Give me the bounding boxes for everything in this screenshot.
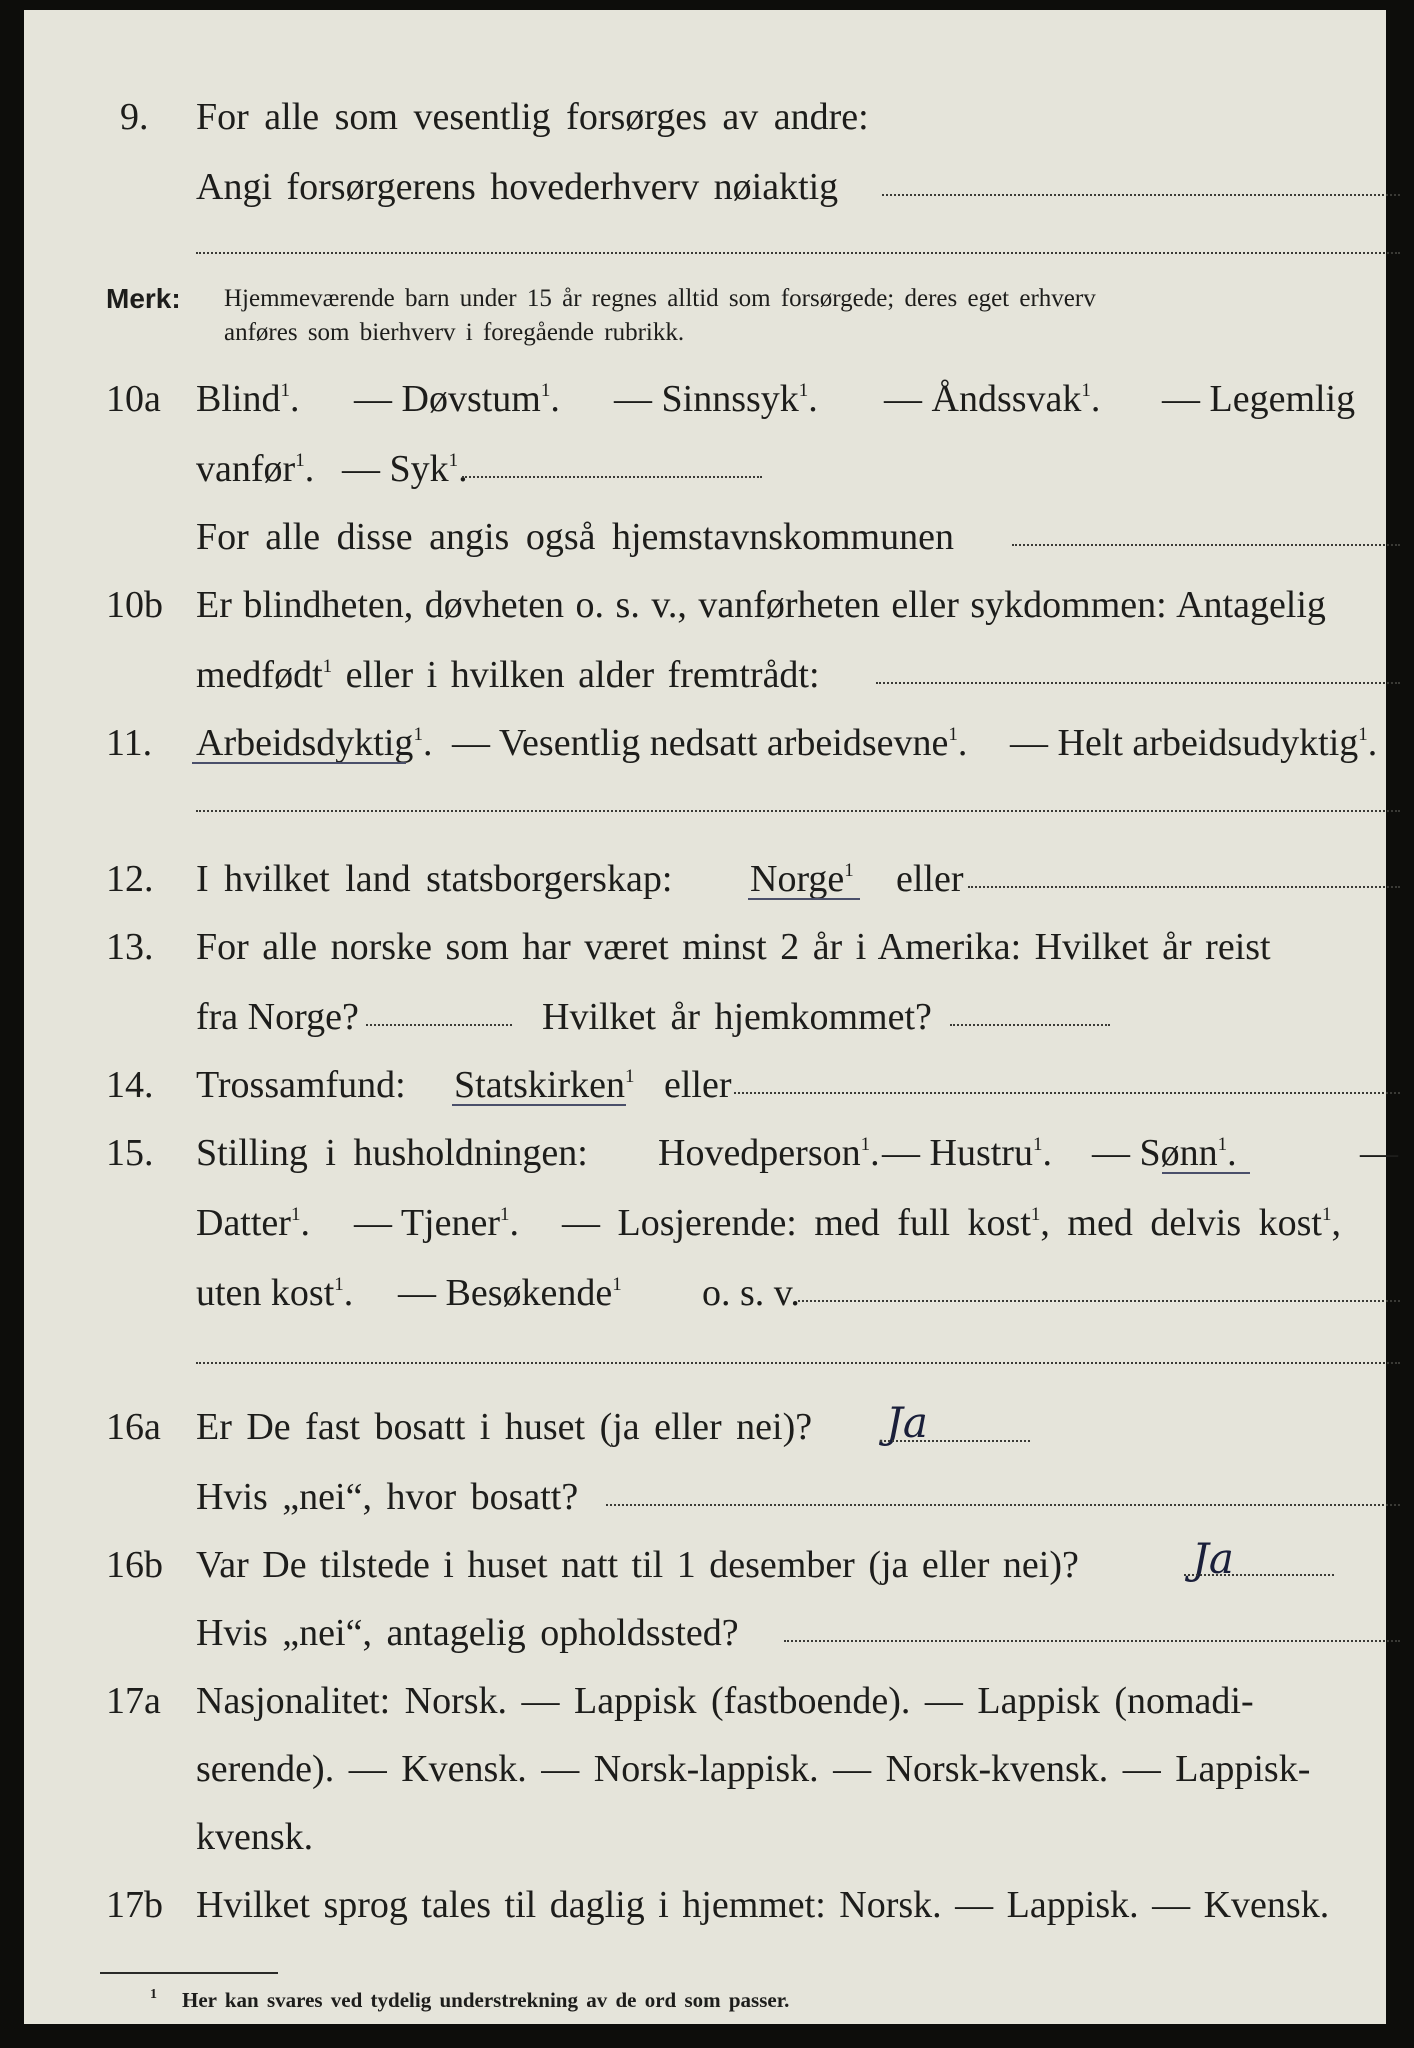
q12-question: I hvilket land statsborgerskap: — [196, 858, 673, 900]
q14-label: Trossamfund: — [196, 1064, 406, 1106]
q9-answer-line[interactable] — [882, 194, 1400, 196]
q16b-line2: Hvis „nei“, antagelig opholdssted? — [196, 1612, 739, 1654]
q17b-line1: Hvilket sprog tales til daglig i hjemmet: Norsk. — Lappisk. — Kvensk. — [196, 1884, 1330, 1926]
q9-continuation-line[interactable] — [196, 252, 1400, 254]
q13-reist-answer-line[interactable] — [366, 1024, 512, 1026]
q15-uten-kost: uten kost$^1$. — [196, 1272, 354, 1314]
q12-norge: Norge$^1$ — [750, 858, 854, 900]
q14-statskirken: Statskirken$^1$ — [454, 1064, 635, 1106]
q9-line2: Angi forsørgerens hovederhverv nøiaktig — [196, 166, 839, 208]
q11-underline-mark — [192, 762, 406, 764]
q15-underline-mark — [1162, 1172, 1250, 1174]
q17a-number: 17a — [106, 1680, 161, 1722]
q9-line1: For alle som vesentlig forsørges av andre: — [196, 96, 869, 138]
q16a-number: 16a — [106, 1406, 161, 1448]
q15-datter: Datter$^1$. — [196, 1202, 310, 1244]
q16a-answer-line[interactable] — [880, 1440, 1030, 1442]
q10a-vanfor: vanfør$^1$. — [196, 448, 315, 490]
q14-eller: eller — [664, 1064, 732, 1106]
q15-osv: o. s. v. — [702, 1272, 800, 1314]
q10a-sinnssyk: — Sinnssyk$^1$. — [614, 378, 818, 420]
footnote-text: Her kan svares ved tydelig understrekning av de ord som passer. — [182, 1988, 790, 2012]
q13-line1: For alle norske som har været minst 2 år i Amerika: Hvilket år reist — [196, 926, 1271, 968]
q14-answer-line[interactable] — [734, 1092, 1400, 1094]
q16a-line2: Hvis „nei“, hvor bosatt? — [196, 1476, 579, 1518]
q13-fra-norge: fra Norge? — [196, 996, 359, 1038]
q15-label: Stilling i husholdningen: — [196, 1132, 588, 1174]
q10a-number: 10a — [106, 378, 161, 420]
q9-number: 9. — [120, 96, 149, 138]
q11-arbeidsdyktig: Arbeidsdyktig$^1$. — [196, 722, 433, 764]
q10a-blind: Blind$^1$. — [196, 378, 300, 420]
q15-hovedperson: Hovedperson$^1$. — [658, 1132, 880, 1174]
q10b-number: 10b — [106, 584, 163, 626]
q16b-line1: Var De tilstede i huset natt til 1 desember (ja eller nei)? — [196, 1544, 1079, 1586]
q16b-answer-line[interactable] — [1184, 1574, 1334, 1576]
q10b-answer-line[interactable] — [876, 682, 1400, 684]
q10b-line1: Er blindheten, døvheten o. s. v., vanførheten eller sykdommen: Antagelig — [196, 584, 1326, 626]
q10a-syk-answer-line[interactable] — [462, 476, 762, 478]
q10b-line2: medfødt$^1$ eller i hvilken alder fremtrådt: — [196, 654, 820, 696]
merk-label: Merk: — [106, 283, 181, 314]
q17a-line2: serende). — Kvensk. — Norsk-lappisk. — Norsk-kvensk. — Lappisk- — [196, 1748, 1311, 1790]
q15-tjener: — Tjener$^1$. — [354, 1202, 519, 1244]
q13-number: 13. — [106, 926, 154, 968]
q16a-handwritten-answer: Ja — [886, 1398, 928, 1447]
q15-continuation-line[interactable] — [196, 1362, 1400, 1364]
q16b-number: 16b — [106, 1544, 163, 1586]
q16b-opholdssted-answer-line[interactable] — [784, 1640, 1400, 1642]
q17a-line1: Nasjonalitet: Norsk. — Lappisk (fastboende). — Lappisk (nomadi- — [196, 1680, 1254, 1722]
q12-answer-line[interactable] — [968, 886, 1400, 888]
q10a-syk: — Syk$^1$. — [342, 448, 468, 490]
q10a-dovstum: — Døvstum$^1$. — [354, 378, 560, 420]
census-form-page — [24, 10, 1398, 2024]
q15-number: 15. — [106, 1132, 154, 1174]
footnote-mark: 1 — [150, 1987, 157, 2002]
q15-answer-line[interactable] — [798, 1300, 1400, 1302]
q16b-handwritten-answer: Ja — [1192, 1534, 1234, 1583]
q11-udyktig: — Helt arbeidsudyktig$^1$. — [1010, 722, 1378, 764]
q11-number: 11. — [106, 722, 153, 764]
q10a-legemlig: — Legemlig — [1162, 378, 1356, 420]
q15-sonn: — Sønn$^1$. — [1092, 1132, 1237, 1174]
q16a-line1: Er De fast bosatt i huset (ja eller nei)? — [196, 1406, 813, 1448]
merk-line2: anføres som bierhverv i foregående rubrikk. — [224, 319, 685, 346]
q12-underline-mark — [748, 898, 860, 900]
q17b-number: 17b — [106, 1884, 163, 1926]
q13-hjemkommet-answer-line[interactable] — [950, 1024, 1110, 1026]
q12-number: 12. — [106, 858, 154, 900]
q11-continuation-line[interactable] — [196, 810, 1400, 812]
q15-losjerende: — Losjerende: med full kost$^1$, med delvis kost$^1$, — [562, 1202, 1341, 1244]
q12-eller: eller — [896, 858, 964, 900]
q10a-andssvak: — Åndssvak$^1$. — [884, 378, 1101, 420]
q17a-line3: kvensk. — [196, 1816, 314, 1858]
footnote-rule — [100, 1972, 278, 1974]
q15-hustru: — Hustru$^1$. — [882, 1132, 1052, 1174]
q10a-kommune-answer-line[interactable] — [1012, 544, 1400, 546]
q11-nedsatt: — Vesentlig nedsatt arbeidsevne$^1$. — [452, 722, 968, 764]
q15-besokende: — Besøkende$^1$ — [398, 1272, 622, 1314]
merk-line1: Hjemmeværende barn under 15 år regnes alltid som forsørgede; deres eget erhverv — [224, 285, 1096, 312]
q10a-line3: For alle disse angis også hjemstavnskommunen — [196, 516, 954, 558]
q16a-bosatt-answer-line[interactable] — [606, 1504, 1400, 1506]
q13-hjemkommet: Hvilket år hjemkommet? — [542, 996, 932, 1038]
q15-dash: — — [1360, 1132, 1398, 1174]
q14-underline-mark — [452, 1104, 626, 1106]
q14-number: 14. — [106, 1064, 154, 1106]
